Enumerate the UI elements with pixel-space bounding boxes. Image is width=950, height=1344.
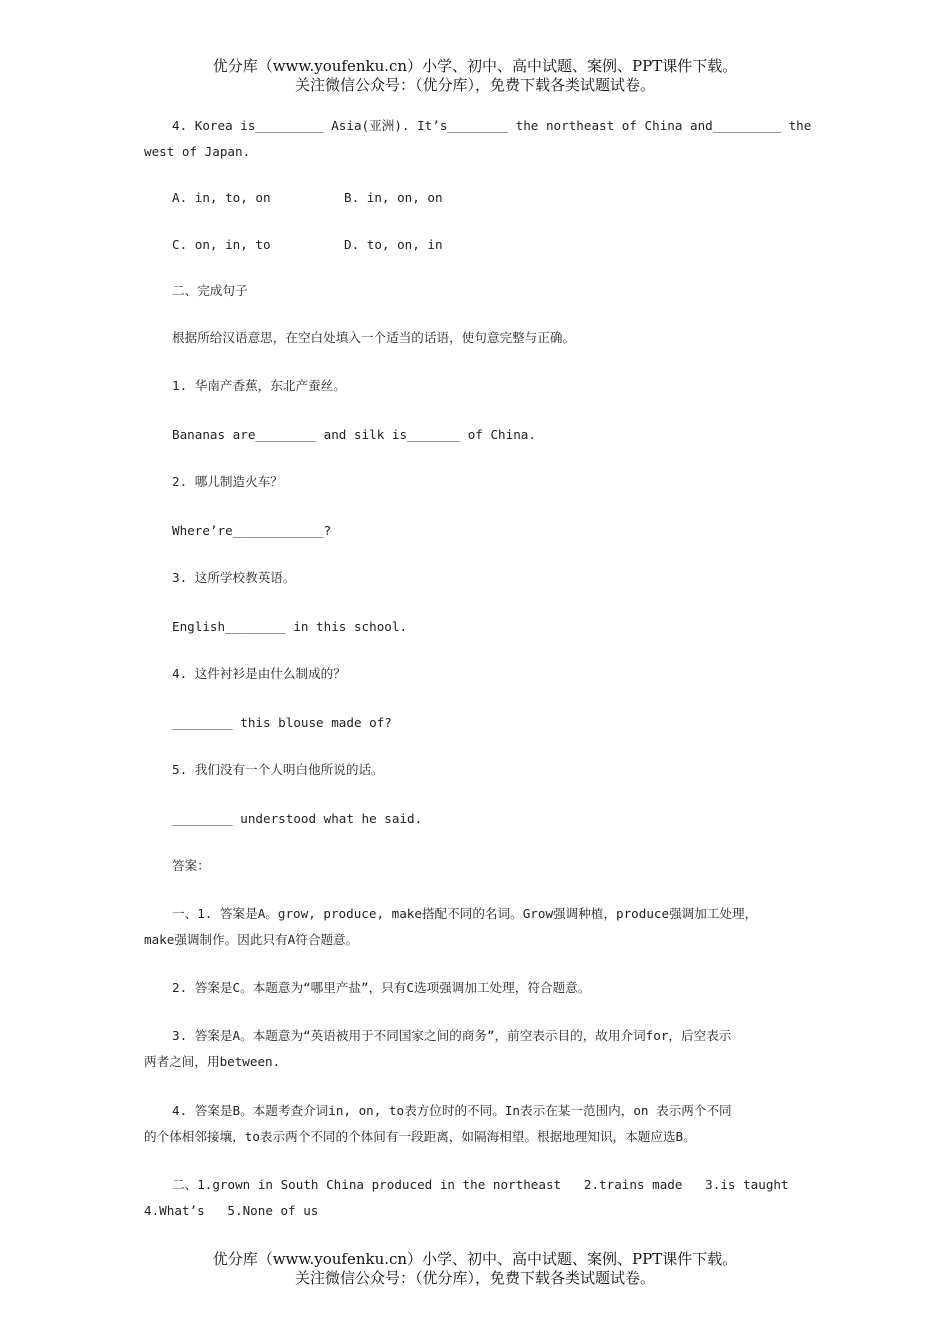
answer-1-line-1: 一、1. 答案是A。grow, produce, make搭配不同的名词。Grow强调种植，produce强调加工处理，	[172, 906, 758, 921]
item-3-english: English________ in this school.	[172, 619, 408, 634]
answer-3-line-1: 3. 答案是A。本题意为“英语被用于不同国家之间的商务”，前空表示目的，故用介词for，后空表示	[172, 1028, 732, 1043]
question-4-line-1: 4. Korea is_________ Asia(亚洲). It’s________ the northeast of China and_________ the	[172, 118, 812, 133]
item-5-english: ________ understood what he said.	[172, 811, 423, 826]
item-5-chinese: 5. 我们没有一个人明白他所说的话。	[172, 762, 384, 777]
section-2-title: 二、完成句子	[172, 283, 248, 298]
page-header	[0, 57, 950, 95]
footer-line-2: 关注微信公众号：（优分库），免费下载各类试题试卷。	[294, 1269, 655, 1287]
section-2-instruction: 根据所给汉语意思，在空白处填入一个适当的话语，使句意完整与正确。	[172, 330, 575, 345]
header-line-2: 关注微信公众号：（优分库），免费下载各类试题试卷。	[294, 76, 655, 94]
item-1-chinese: 1. 华南产香蕉，东北产蚕丝。	[172, 378, 346, 393]
header-line-1: 优分库（www.youfenku.cn）小学、初中、高中试题、案例、PPT课件下载。	[212, 57, 738, 75]
item-2-chinese: 2. 哪儿制造火车？	[172, 474, 283, 489]
option-a: A. in, to, on	[172, 190, 271, 205]
option-d: D. to, on, in	[344, 237, 443, 252]
section-2-answers-line-2: 4.What’s 5.None of us	[144, 1203, 319, 1218]
page-footer	[0, 1250, 950, 1288]
option-b: B. in, on, on	[344, 190, 443, 205]
answer-4-line-2: 的个体相邻接壤，to表示两个不同的个体间有一段距离，如隔海相望。根据地理知识，本题应选B。	[144, 1129, 696, 1144]
item-2-english: Where’re____________?	[172, 523, 332, 538]
answer-3-line-2: 两者之间，用between.	[144, 1054, 281, 1069]
answer-1-line-2: make强调制作。因此只有A符合题意。	[144, 932, 359, 947]
item-4-english: ________ this blouse made of?	[172, 715, 392, 730]
answer-2: 2. 答案是C。本题意为“哪里产盐”，只有C选项强调加工处理，符合题意。	[172, 980, 591, 995]
item-3-chinese: 3. 这所学校教英语。	[172, 570, 296, 585]
answer-4-line-1: 4. 答案是B。本题考查介词in, on, to表方位时的不同。In表示在某一范围内，on 表示两个不同	[172, 1103, 732, 1118]
option-c: C. on, in, to	[172, 237, 271, 252]
question-4-line-2: west of Japan.	[144, 144, 251, 159]
section-2-answers-line-1: 二、1.grown in South China produced in the northeast 2.trains made 3.is taught	[172, 1177, 789, 1192]
item-4-chinese: 4. 这件衬衫是由什么制成的？	[172, 666, 346, 681]
answers-title: 答案：	[172, 858, 210, 873]
item-1-english: Bananas are________ and silk is_______ of China.	[172, 427, 536, 442]
footer-line-1: 优分库（www.youfenku.cn）小学、初中、高中试题、案例、PPT课件下载。	[212, 1250, 738, 1268]
